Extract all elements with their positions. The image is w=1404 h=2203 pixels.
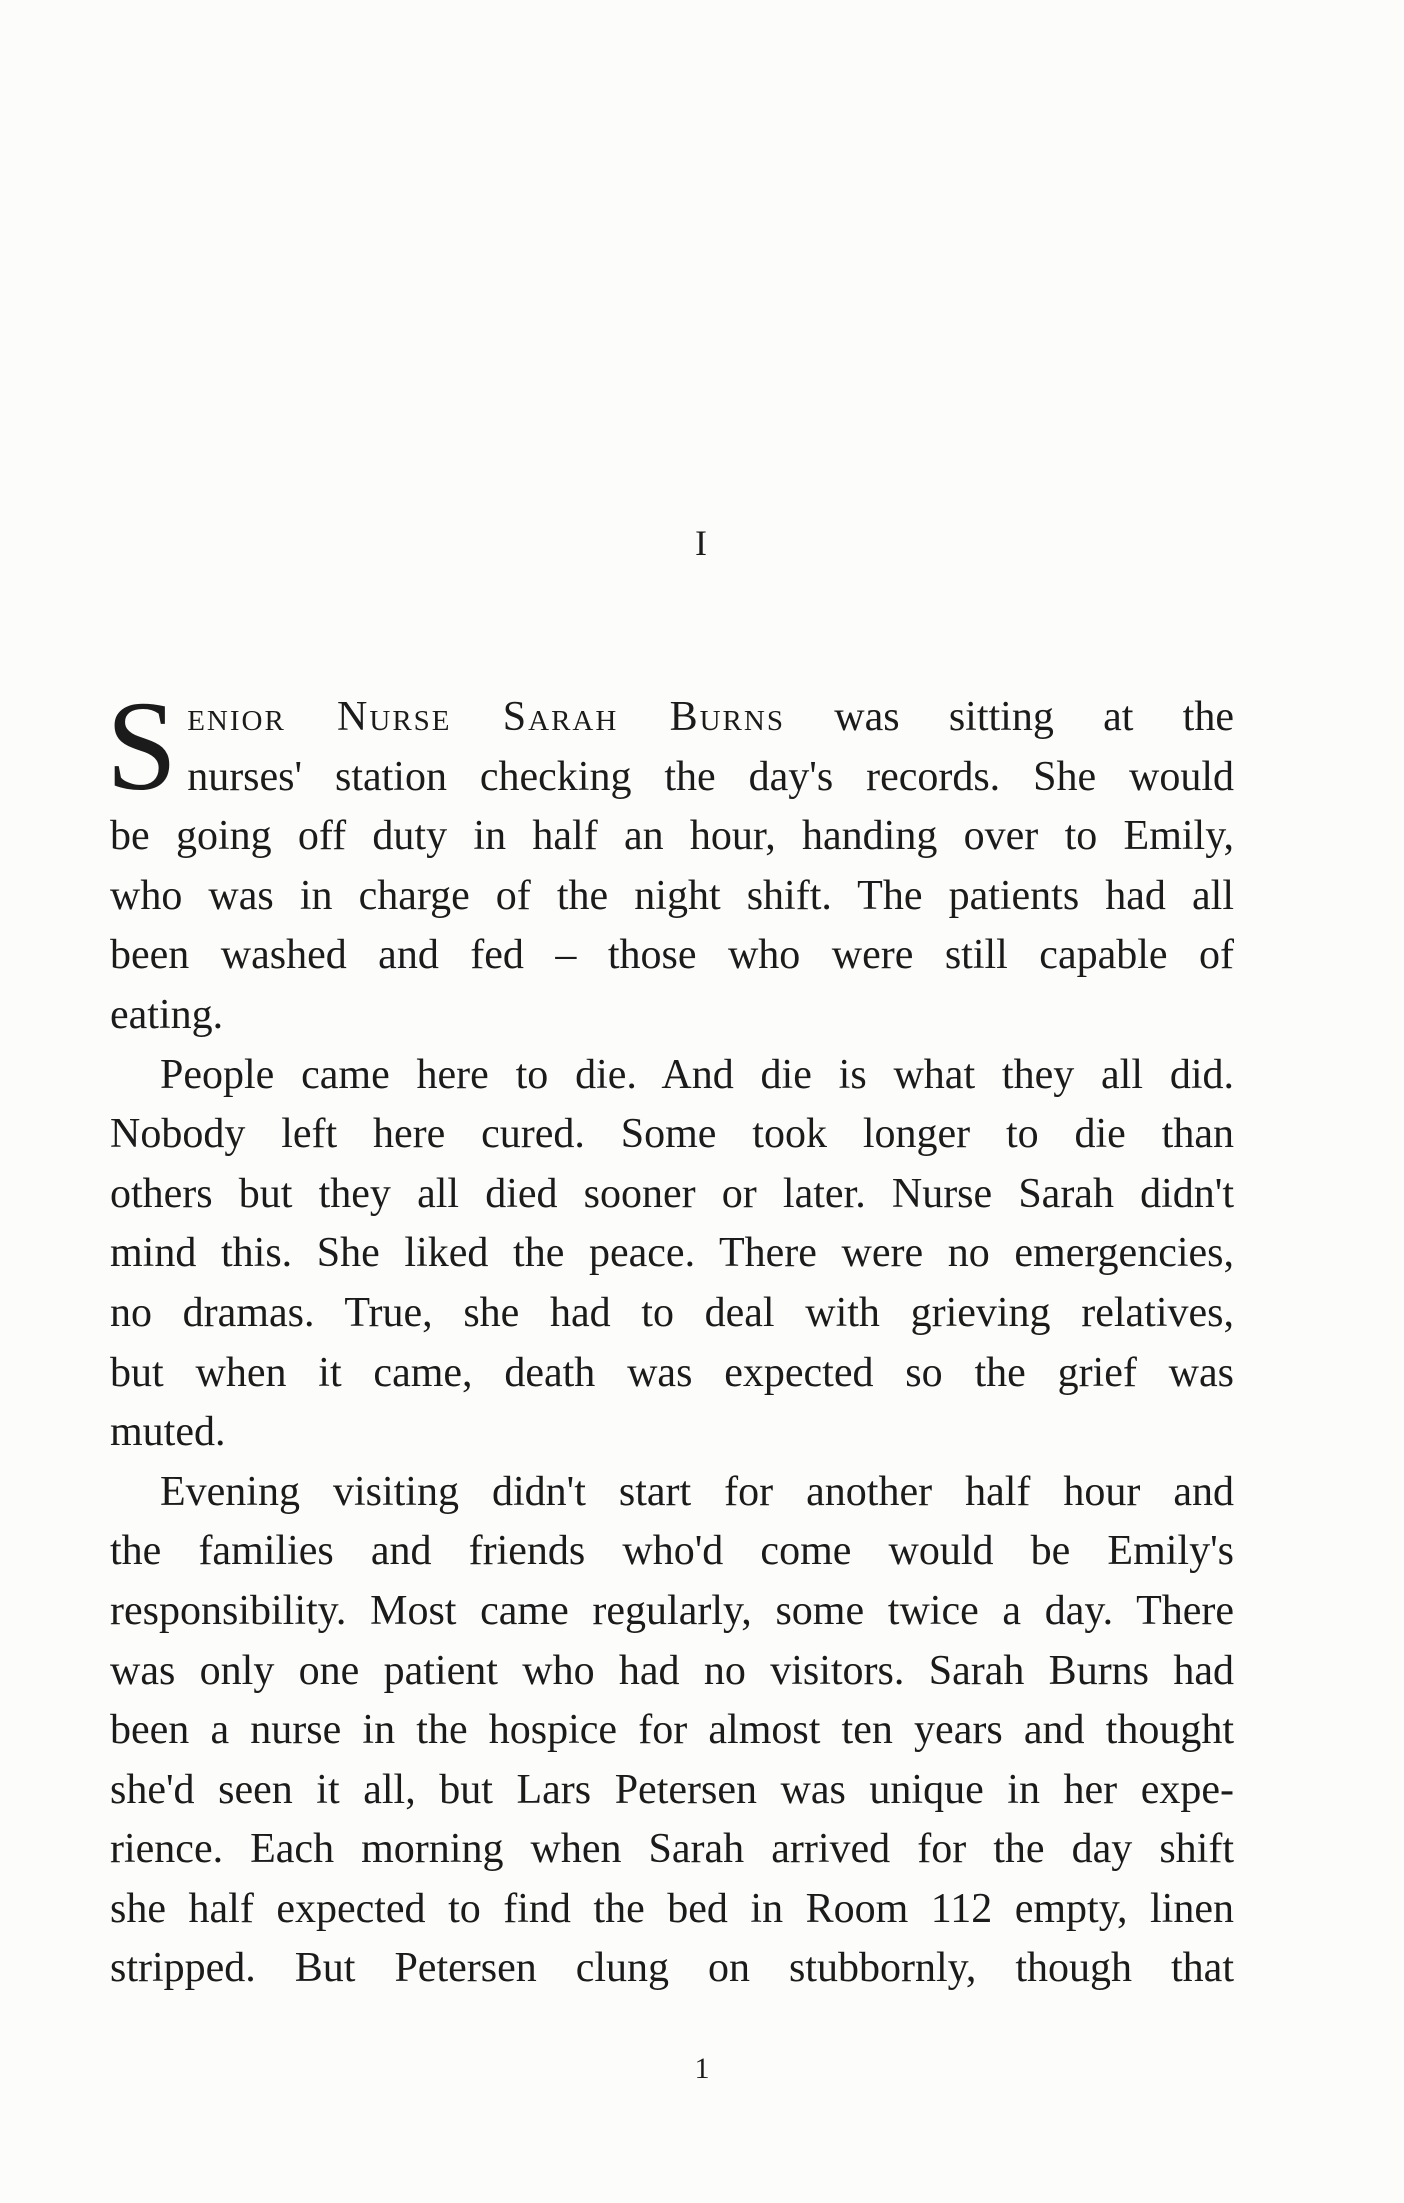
- text-line: been a nurse in the hospice for almost ten years and thought: [110, 1707, 1234, 1754]
- text-line: rience. Each morning when Sarah arrived for the day shift: [110, 1826, 1234, 1873]
- opening-smallcaps: enior Nurse Sarah Burns: [187, 694, 785, 740]
- opening-line-1-rest: was sitting at the: [834, 694, 1234, 740]
- text-line: she half expected to find the bed in Room 112 empty, linen: [110, 1885, 1234, 1932]
- text-line: eating.: [110, 991, 224, 1038]
- chapter-number: I: [695, 523, 709, 563]
- text-line: was only one patient who had no visitors. Sarah Burns had: [110, 1647, 1234, 1694]
- text-line: Nobody left here cured. Some took longer to die than: [110, 1111, 1234, 1158]
- text-line: mind this. She liked the peace. There were no emergencies,: [110, 1230, 1234, 1277]
- drop-cap: S: [106, 675, 178, 817]
- text-line: who was in charge of the night shift. The patients had all: [110, 872, 1234, 919]
- text-line: but when it came, death was expected so the grief was: [110, 1349, 1234, 1396]
- text-line: responsibility. Most came regularly, some twice a day. There: [110, 1587, 1234, 1634]
- text-line: be going off duty in half an hour, handing over to Emily,: [110, 813, 1234, 860]
- text-line: Evening visiting didn't start for another half hour and: [160, 1468, 1234, 1515]
- body-text: [106, 675, 1234, 1999]
- text-line: she'd seen it all, but Lars Petersen was unique in her expe-: [110, 1766, 1234, 1813]
- text-line: muted.: [110, 1409, 226, 1456]
- page-number: 1: [694, 2052, 710, 2085]
- text-line: no dramas. True, she had to deal with grieving relatives,: [110, 1289, 1234, 1336]
- text-line: People came here to die. And die is what they all did.: [160, 1051, 1234, 1098]
- text-line: been washed and fed – those who were still capable of: [110, 932, 1234, 979]
- opening-line-2: nurses' station checking the day's records. She would: [187, 753, 1234, 800]
- text-line: stripped. But Petersen clung on stubbornly, though that: [110, 1945, 1234, 1992]
- text-line: the families and friends who'd come would be Emily's: [110, 1528, 1234, 1575]
- text-line: others but they all died sooner or later. Nurse Sarah didn't: [110, 1170, 1234, 1217]
- opening-line-1: [110, 688, 1234, 748]
